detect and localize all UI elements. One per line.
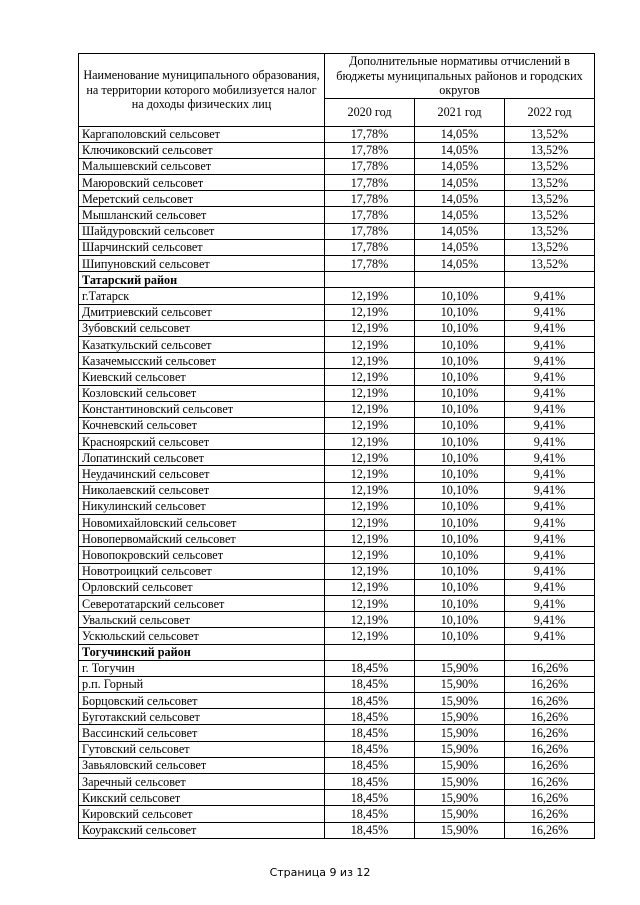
municipality-name: Никулинский сельсовет: [79, 498, 325, 514]
norm-value-2020: 17,78%: [325, 158, 415, 174]
municipality-name: Зубовский сельсовет: [79, 320, 325, 336]
norm-value-2020: 17,78%: [325, 142, 415, 158]
norm-value-2020: 17,78%: [325, 239, 415, 255]
table-row: [79, 741, 595, 757]
norm-value-2021: 14,05%: [415, 256, 505, 272]
norm-value-2022: 16,26%: [505, 709, 595, 725]
table-row: [79, 434, 595, 450]
norm-value-2021: 10,10%: [415, 417, 505, 433]
norm-value-2020: 18,45%: [325, 757, 415, 773]
norm-value-2020: 18,45%: [325, 709, 415, 725]
table-row: [79, 320, 595, 336]
norm-value-2021: 10,10%: [415, 498, 505, 514]
norm-value-2020: 18,45%: [325, 725, 415, 741]
norm-value-2021: 15,90%: [415, 660, 505, 676]
norm-value-2020: 17,78%: [325, 126, 415, 142]
municipality-name: Козловский сельсовет: [79, 385, 325, 401]
norm-value-2021: 10,10%: [415, 515, 505, 531]
municipality-name: Заречный сельсовет: [79, 774, 325, 790]
norm-value-2022: 13,52%: [505, 256, 595, 272]
norm-value-2021: 14,05%: [415, 223, 505, 239]
municipality-name: Новопервомайский сельсовет: [79, 531, 325, 547]
norm-value-2022: 16,26%: [505, 660, 595, 676]
header-year-2021: 2021 год: [415, 98, 505, 126]
norm-value-2020: 12,19%: [325, 482, 415, 498]
norm-value-2020: 12,19%: [325, 353, 415, 369]
norm-value-2021: 15,90%: [415, 693, 505, 709]
municipality-name: г. Тогучин: [79, 660, 325, 676]
table-row: [79, 676, 595, 692]
norm-value-2022: 9,41%: [505, 304, 595, 320]
norm-value-2022: 9,41%: [505, 353, 595, 369]
norm-value-2022: 9,41%: [505, 482, 595, 498]
district-row: [79, 272, 595, 288]
table-row: [79, 709, 595, 725]
header-year-2022: 2022 год: [505, 98, 595, 126]
table-row: [79, 498, 595, 514]
municipality-name: Вассинский сельсовет: [79, 725, 325, 741]
norm-value-2021: 10,10%: [415, 579, 505, 595]
norm-value-2021: 10,10%: [415, 482, 505, 498]
municipality-name: Буготакский сельсовет: [79, 709, 325, 725]
municipality-name: Северотатарский сельсовет: [79, 595, 325, 611]
norm-value-2021: 10,10%: [415, 450, 505, 466]
norm-value-2022: 13,52%: [505, 126, 595, 142]
table-row: [79, 417, 595, 433]
norm-value-2020: 12,19%: [325, 547, 415, 563]
norm-value-2020: 12,19%: [325, 628, 415, 644]
municipality-name: Казаткульский сельсовет: [79, 336, 325, 352]
municipality-name: Константиновский сельсовет: [79, 401, 325, 417]
municipality-name: Меретский сельсовет: [79, 191, 325, 207]
table-row: [79, 369, 595, 385]
municipality-name: Кикский сельсовет: [79, 790, 325, 806]
norm-value-2022: 16,26%: [505, 822, 595, 838]
norm-value-2020: 17,78%: [325, 223, 415, 239]
norm-value-2020: 18,45%: [325, 822, 415, 838]
norm-value-2020: 18,45%: [325, 806, 415, 822]
norm-value-2021: 15,90%: [415, 757, 505, 773]
norm-value-2020: 17,78%: [325, 175, 415, 191]
norm-value-2022: 9,41%: [505, 288, 595, 304]
norm-value-2022: 9,41%: [505, 466, 595, 482]
table-row: [79, 563, 595, 579]
norm-value-2022: 13,52%: [505, 175, 595, 191]
table-row: [79, 515, 595, 531]
table-row: [79, 288, 595, 304]
municipality-name: Николаевский сельсовет: [79, 482, 325, 498]
table-row: [79, 239, 595, 255]
norm-value-2022: 13,52%: [505, 158, 595, 174]
district-row: [79, 644, 595, 660]
table-row: [79, 450, 595, 466]
norm-value-2022: 9,41%: [505, 515, 595, 531]
municipality-name: Шарчинский сельсовет: [79, 239, 325, 255]
norm-value-2022: 16,26%: [505, 774, 595, 790]
municipality-name: Гутовский сельсовет: [79, 741, 325, 757]
municipality-name: Дмитриевский сельсовет: [79, 304, 325, 320]
table-row: [79, 790, 595, 806]
norm-value-2021: 15,90%: [415, 774, 505, 790]
norm-value-2022: 13,52%: [505, 191, 595, 207]
municipality-name: р.п. Горный: [79, 676, 325, 692]
table-row: [79, 175, 595, 191]
district-name: Татарский район: [79, 272, 325, 288]
norm-value-2022: 16,26%: [505, 790, 595, 806]
table-row: [79, 579, 595, 595]
norm-value-2021: 10,10%: [415, 304, 505, 320]
municipality-name: Маюровский сельсовет: [79, 175, 325, 191]
norm-value-2020: 17,78%: [325, 256, 415, 272]
municipality-name: Коуракский сельсовет: [79, 822, 325, 838]
norm-value-2022: 9,41%: [505, 595, 595, 611]
norm-value-2020: [325, 644, 415, 660]
norm-value-2020: 18,45%: [325, 676, 415, 692]
table-body: [79, 126, 595, 838]
norm-value-2022: 9,41%: [505, 579, 595, 595]
norm-value-2021: 10,10%: [415, 612, 505, 628]
norm-value-2021: 14,05%: [415, 126, 505, 142]
municipality-name: Каргаполовский сельсовет: [79, 126, 325, 142]
norm-value-2022: 9,41%: [505, 563, 595, 579]
norm-value-2020: 12,19%: [325, 304, 415, 320]
norm-value-2021: [415, 272, 505, 288]
district-name: Тогучинский район: [79, 644, 325, 660]
municipality-name: Киевский сельсовет: [79, 369, 325, 385]
norm-value-2021: 10,10%: [415, 595, 505, 611]
norm-value-2020: 12,19%: [325, 336, 415, 352]
norm-value-2022: 13,52%: [505, 207, 595, 223]
norm-value-2020: 12,19%: [325, 434, 415, 450]
norm-value-2021: 14,05%: [415, 191, 505, 207]
municipality-name: Ускюльский сельсовет: [79, 628, 325, 644]
table-row: [79, 628, 595, 644]
norm-value-2021: 15,90%: [415, 790, 505, 806]
municipality-name: Красноярский сельсовет: [79, 434, 325, 450]
table-row: [79, 353, 595, 369]
norm-value-2022: 9,41%: [505, 612, 595, 628]
norm-value-2022: 16,26%: [505, 757, 595, 773]
municipality-name: Новотроицкий сельсовет: [79, 563, 325, 579]
header-year-2020: 2020 год: [325, 98, 415, 126]
norm-value-2021: 10,10%: [415, 288, 505, 304]
norm-value-2020: 18,45%: [325, 790, 415, 806]
table-row: [79, 256, 595, 272]
table-row: [79, 223, 595, 239]
table-row: [79, 466, 595, 482]
municipality-name: Казачемысский сельсовет: [79, 353, 325, 369]
norm-value-2020: 12,19%: [325, 563, 415, 579]
norm-value-2022: 13,52%: [505, 142, 595, 158]
municipality-name: Шипуновский сельсовет: [79, 256, 325, 272]
norm-value-2021: 10,10%: [415, 336, 505, 352]
norm-value-2021: 14,05%: [415, 239, 505, 255]
norm-value-2021: 15,90%: [415, 709, 505, 725]
municipality-name: Кировский сельсовет: [79, 806, 325, 822]
norm-value-2020: [325, 272, 415, 288]
norm-value-2020: 18,45%: [325, 741, 415, 757]
header-norms: Дополнительные нормативы отчислений в бюджеты муниципальных районов и городских округов: [325, 54, 595, 99]
norm-value-2022: 9,41%: [505, 547, 595, 563]
norm-value-2020: 12,19%: [325, 579, 415, 595]
norm-value-2020: 18,45%: [325, 693, 415, 709]
table-row: [79, 693, 595, 709]
norm-value-2022: [505, 644, 595, 660]
norm-value-2022: 9,41%: [505, 369, 595, 385]
norm-value-2022: 13,52%: [505, 239, 595, 255]
table-row: [79, 401, 595, 417]
norm-value-2022: 9,41%: [505, 401, 595, 417]
norm-value-2021: 14,05%: [415, 158, 505, 174]
norm-value-2020: 12,19%: [325, 288, 415, 304]
norm-value-2021: 10,10%: [415, 563, 505, 579]
norm-value-2020: 12,19%: [325, 531, 415, 547]
norm-value-2021: 15,90%: [415, 822, 505, 838]
municipality-name: Орловский сельсовет: [79, 579, 325, 595]
norm-value-2020: 17,78%: [325, 191, 415, 207]
norm-value-2022: 9,41%: [505, 498, 595, 514]
table-row: [79, 191, 595, 207]
norm-value-2022: [505, 272, 595, 288]
table-row: [79, 725, 595, 741]
municipality-name: Борцовский сельсовет: [79, 693, 325, 709]
norm-value-2021: 10,10%: [415, 531, 505, 547]
table-row: [79, 774, 595, 790]
municipality-name: Завьяловский сельсовет: [79, 757, 325, 773]
table-row: [79, 385, 595, 401]
norm-value-2022: 16,26%: [505, 741, 595, 757]
municipality-name: Лопатинский сельсовет: [79, 450, 325, 466]
norm-value-2021: 10,10%: [415, 385, 505, 401]
municipality-name: Малышевский сельсовет: [79, 158, 325, 174]
norm-value-2020: 12,19%: [325, 450, 415, 466]
norm-value-2020: 12,19%: [325, 320, 415, 336]
norm-value-2022: 9,41%: [505, 336, 595, 352]
norm-value-2020: 18,45%: [325, 774, 415, 790]
table-row: [79, 336, 595, 352]
municipality-name: Новопокровский сельсовет: [79, 547, 325, 563]
norm-value-2021: 15,90%: [415, 725, 505, 741]
municipality-name: г.Татарск: [79, 288, 325, 304]
norm-value-2021: 10,10%: [415, 466, 505, 482]
norm-value-2020: 12,19%: [325, 417, 415, 433]
page-number: Страница 9 из 12: [269, 866, 371, 879]
municipality-name: Ключиковский сельсовет: [79, 142, 325, 158]
table-row: [79, 757, 595, 773]
norm-value-2021: 10,10%: [415, 628, 505, 644]
norm-value-2022: 16,26%: [505, 676, 595, 692]
norm-value-2021: 10,10%: [415, 320, 505, 336]
norm-value-2022: 16,26%: [505, 725, 595, 741]
table-row: [79, 806, 595, 822]
norm-value-2022: 16,26%: [505, 693, 595, 709]
norm-value-2022: 9,41%: [505, 417, 595, 433]
norm-value-2021: 10,10%: [415, 369, 505, 385]
norm-value-2020: 12,19%: [325, 466, 415, 482]
table-row: [79, 531, 595, 547]
table-row: [79, 822, 595, 838]
norm-value-2022: 16,26%: [505, 806, 595, 822]
norm-value-2021: 10,10%: [415, 434, 505, 450]
norm-value-2021: 15,90%: [415, 741, 505, 757]
norm-value-2022: 9,41%: [505, 385, 595, 401]
norm-value-2021: 14,05%: [415, 142, 505, 158]
norm-value-2020: 12,19%: [325, 401, 415, 417]
table-row: [79, 547, 595, 563]
norm-value-2021: [415, 644, 505, 660]
municipality-name: Мышланский сельсовет: [79, 207, 325, 223]
norm-value-2020: 17,78%: [325, 207, 415, 223]
norm-value-2022: 9,41%: [505, 531, 595, 547]
norm-value-2021: 10,10%: [415, 353, 505, 369]
municipality-name: Неудачинский сельсовет: [79, 466, 325, 482]
municipality-name: Шайдуровский сельсовет: [79, 223, 325, 239]
norm-value-2021: 15,90%: [415, 806, 505, 822]
norm-value-2022: 9,41%: [505, 434, 595, 450]
norm-value-2020: 12,19%: [325, 595, 415, 611]
norm-value-2020: 12,19%: [325, 515, 415, 531]
table-row: [79, 612, 595, 628]
table-row: [79, 482, 595, 498]
norm-value-2020: 12,19%: [325, 498, 415, 514]
table-row: [79, 660, 595, 676]
table-row: [79, 304, 595, 320]
norm-value-2020: 18,45%: [325, 660, 415, 676]
norm-value-2021: 14,05%: [415, 175, 505, 191]
municipality-name: Новомихайловский сельсовет: [79, 515, 325, 531]
norm-value-2022: 9,41%: [505, 450, 595, 466]
table-row: [79, 207, 595, 223]
table-row: [79, 142, 595, 158]
norm-value-2022: 13,52%: [505, 223, 595, 239]
norm-value-2021: 14,05%: [415, 207, 505, 223]
norm-value-2021: 10,10%: [415, 547, 505, 563]
norm-value-2021: 10,10%: [415, 401, 505, 417]
norm-value-2020: 12,19%: [325, 385, 415, 401]
norm-value-2022: 9,41%: [505, 628, 595, 644]
municipality-name: Увальский сельсовет: [79, 612, 325, 628]
norms-table: [78, 53, 595, 839]
table-row: [79, 126, 595, 142]
header-municipality: Наименование муниципального образования, на территории которого мобилизуется налог на доходы физических лиц: [79, 54, 325, 127]
norm-value-2022: 9,41%: [505, 320, 595, 336]
norm-value-2021: 15,90%: [415, 676, 505, 692]
municipality-name: Кочневский сельсовет: [79, 417, 325, 433]
norm-value-2020: 12,19%: [325, 369, 415, 385]
table-row: [79, 595, 595, 611]
norm-value-2020: 12,19%: [325, 612, 415, 628]
table-row: [79, 158, 595, 174]
